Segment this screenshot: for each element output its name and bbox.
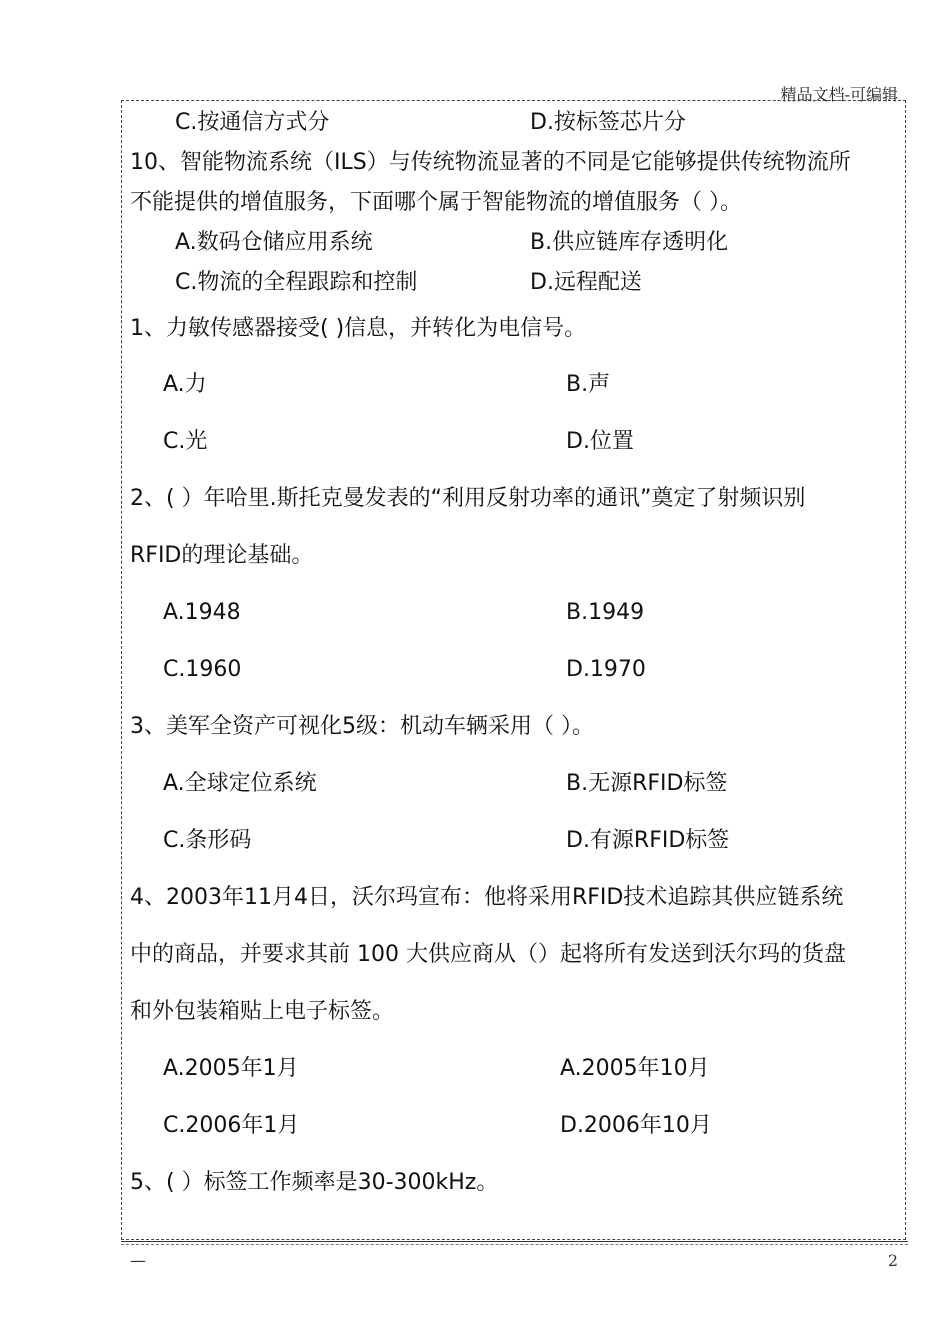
text-line: B.供应链库存透明化	[530, 230, 729, 255]
text-line: A.数码仓储应用系统	[175, 230, 373, 255]
text-line: D.有源RFID标签	[566, 828, 730, 853]
footer-dash: —	[130, 1251, 146, 1270]
text-line: D.位置	[566, 429, 634, 454]
text-line: D.按标签芯片分	[530, 110, 686, 135]
page-number: 2	[887, 1251, 898, 1270]
text-line: RFID的理论基础。	[130, 543, 314, 568]
text-line: C.按通信方式分	[175, 110, 330, 135]
text-line: B.声	[566, 372, 611, 397]
footer-dashed-rule	[121, 1244, 908, 1245]
text-line: A.1948	[163, 600, 241, 625]
text-line: 3、美军全资产可视化5级：机动车辆采用（ ）。	[130, 714, 594, 739]
text-line: 不能提供的增值服务，下面哪个属于智能物流的增值服务（ ）。	[130, 190, 742, 215]
text-line: C.1960	[163, 657, 242, 682]
text-line: C.2006年1月	[163, 1113, 300, 1138]
text-line: C.物流的全程跟踪和控制	[175, 270, 418, 295]
text-line: 中的商品，并要求其前 100 大供应商从（）起将所有发送到沃尔玛的货盘	[130, 942, 846, 967]
text-line: D.2006年10月	[560, 1113, 712, 1138]
text-line: 5、( ）标签工作频率是30-300kHz。	[130, 1170, 499, 1195]
text-line: 和外包装箱贴上电子标签。	[130, 999, 395, 1024]
text-line: A.2005年10月	[560, 1056, 710, 1081]
text-line: B.1949	[566, 600, 645, 625]
footer-rule	[121, 1241, 908, 1242]
text-line: 10、智能物流系统（ILS）与传统物流显著的不同是它能够提供传统物流所	[130, 150, 851, 175]
text-line: D.远程配送	[530, 270, 642, 295]
page-header: 精品文档-可编辑	[780, 85, 898, 104]
text-line: C.光	[163, 429, 208, 454]
text-line: C.条形码	[163, 828, 252, 853]
text-line: B.无源RFID标签	[566, 771, 728, 796]
text-line: A.全球定位系统	[163, 771, 317, 796]
text-line: 2、( ）年哈里.斯托克曼发表的“利用反射功率的通讯”奠定了射频识别	[130, 486, 806, 511]
text-line: 1、力敏传感器接受( )信息，并转化为电信号。	[130, 316, 587, 341]
text-line: D.1970	[566, 657, 646, 682]
text-line: A.力	[163, 372, 207, 397]
text-line: 4、2003年11月4日，沃尔玛宣布：他将采用RFID技术追踪其供应链系统	[130, 885, 844, 910]
text-line: A.2005年1月	[163, 1056, 299, 1081]
